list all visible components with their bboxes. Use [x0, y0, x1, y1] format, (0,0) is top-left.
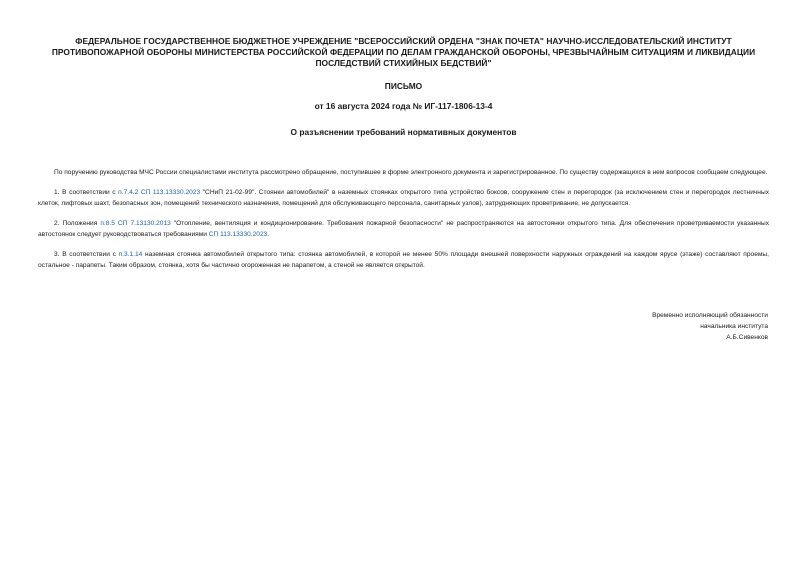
- paragraph-2: [38, 218, 769, 240]
- paragraph-1-text-start: 1. В соответствии с: [54, 188, 119, 196]
- intro-paragraph: По поручению руководства МЧС России специалистами института рассмотрено обращение, поступившее в форме электронного документа и зарегистрированное. По существу содержащихся в нем вопросов сообщаем следующее.: [54, 168, 768, 176]
- link-sp-7-8-5[interactable]: п.8.5 СП 7.13130.2013: [100, 219, 171, 227]
- signature-position-line1: Временно исполняющий обязанности: [652, 312, 768, 319]
- signature-position-line2: начальника института: [700, 323, 768, 330]
- link-sp-113-7-4-2[interactable]: п.7.4.2 СП 113.13330.2023: [118, 188, 201, 196]
- paragraph-3: [38, 249, 769, 271]
- document-subject: О разъяснении требований нормативных документов: [290, 126, 517, 137]
- link-p-3-1-14[interactable]: п.3.1.14: [118, 250, 143, 258]
- paragraph-2-text-end: .: [267, 230, 270, 238]
- document-type: ПИСЬМО: [384, 80, 423, 91]
- paragraph-2-text-middle: "Отопление, вентиляция и кондиционирование. Требования пожарной безопасности" не распространяются на автостоянки открытого типа. Для обеспечения проветриваемости указанных автостоянок следует руководствоваться требованиями: [38, 219, 769, 238]
- signature-name: А.Б.Сивенков: [726, 334, 768, 341]
- organization-name: ФЕДЕРАЛЬНОЕ ГОСУДАРСТВЕННОЕ БЮДЖЕТНОЕ УЧРЕЖДЕНИЕ "ВСЕРОССИЙСКИЙ ОРДЕНА "ЗНАК ПОЧЕТА" НАУЧНО-ИССЛЕДОВАТЕЛЬСКИЙ ИНСТИТУТ ПРОТИВОПОЖАРНОЙ ОБОРОНЫ МИНИСТЕРСТВА РОССИЙСКОЙ ФЕДЕРАЦИИ ПО ДЕЛАМ ГРАЖДАНСКОЙ ОБОРОНЫ, ЧРЕЗВЫЧАЙНЫМ СИТУАЦИЯМ И ЛИКВИДАЦИИ ПОСЛЕДСТВИЙ СТИХИЙНЫХ БЕДСТВИЙ": [51, 36, 756, 69]
- paragraph-2-text-start: 2. Положения: [54, 219, 101, 227]
- paragraph-1: [38, 187, 769, 209]
- document-date-number: от 16 августа 2024 года № ИГ-117-1806-13-4: [314, 100, 493, 111]
- paragraph-3-text-end: наземная стоянка автомобилей открытого типа: стоянка автомобилей, в которой не менее 50% площади внешней поверхности наружных ограждений на каждом ярусе (этаже) составляют проемы, остальное - парапеты. Таким образом, стоянка, хотя бы частично огороженная не парапетом, а стеной не является открытой.: [38, 250, 769, 269]
- link-sp-113[interactable]: СП 113.13330.2023: [208, 230, 268, 238]
- signature-block: [652, 310, 768, 343]
- document-body: [38, 167, 769, 271]
- paragraph-1-text-end: "СНиП 21-02-99". Стоянки автомобилей" в наземных стоянках открытого типа устройство боксов, сооружение стен и перегородок (за исключением стен и перегородок лестничных клеток, лифтовых шахт, безопасных зон, помещений технического назначения, помещений для обслуживающего персонала, санитарных узлов), затрудняющих проветривание, не допускается.: [38, 188, 769, 207]
- paragraph-3-text-start: 3. В соответствии с: [54, 250, 119, 258]
